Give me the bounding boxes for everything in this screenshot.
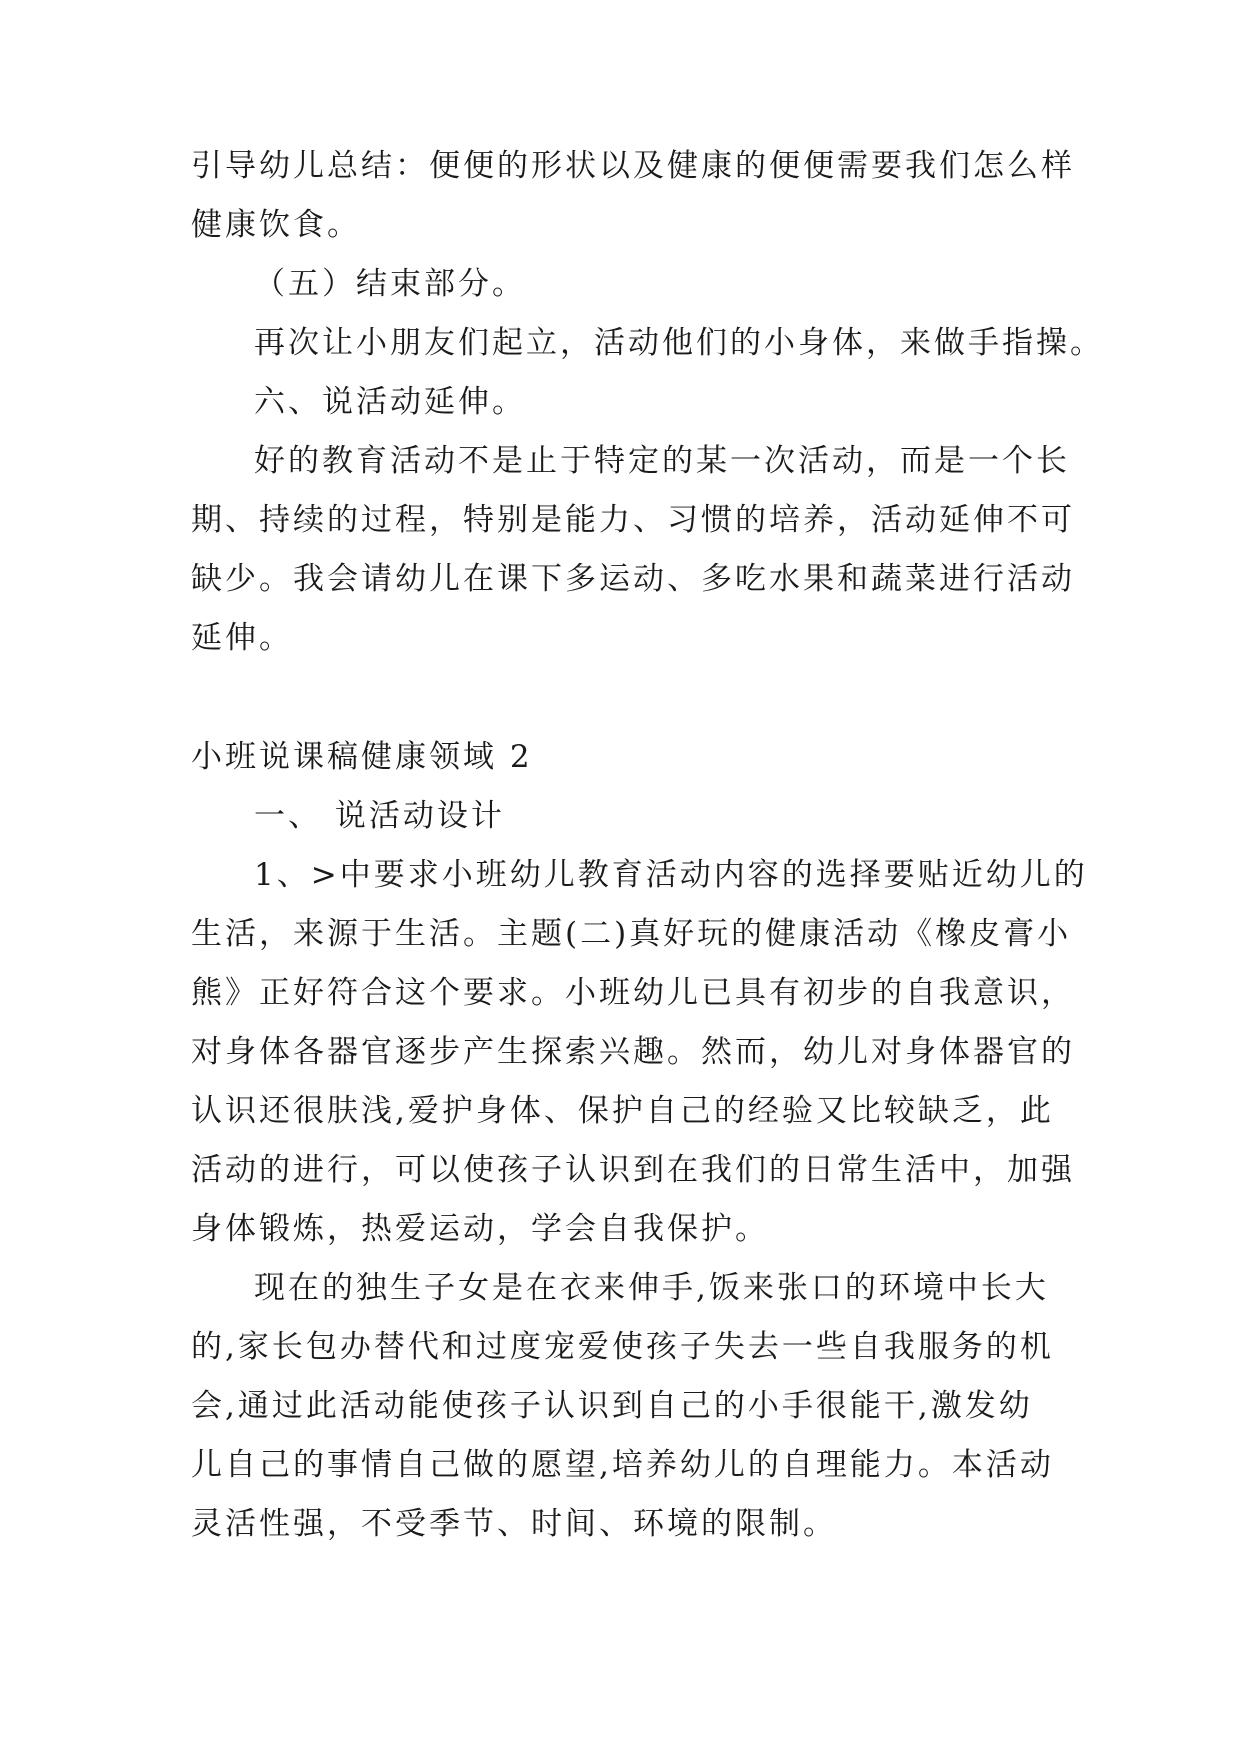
subsection-heading: 六、说活动延伸。 bbox=[254, 384, 526, 420]
paragraph-line: 对身体各器官逐步产生探索兴趣。然而，幼儿对身体器官的 bbox=[191, 1034, 1075, 1070]
paragraph-line: 的,家长包办替代和过度宠爱使孩子失去一些自我服务的机 bbox=[191, 1329, 1054, 1365]
paragraph-line: 灵活性强，不受季节、时间、环境的限制。 bbox=[191, 1506, 837, 1542]
subsection-heading: 一、 说活动设计 bbox=[254, 798, 505, 834]
paragraph-line: 认识还很肤浅,爱护身体、保护自己的经验又比较缺乏，此 bbox=[191, 1093, 1054, 1129]
paragraph-line: 生活，来源于生活。主题(二)真好玩的健康活动《橡皮膏小 bbox=[191, 916, 1072, 952]
paragraph-line: 好的教育活动不是止于特定的某一次活动，而是一个长 bbox=[254, 443, 1070, 479]
paragraph-line: 现在的独生子女是在衣来伸手,饭来张口的环境中长大 bbox=[254, 1270, 1049, 1306]
paragraph-line: 活动的进行，可以使孩子认识到在我们的日常生活中，加强 bbox=[191, 1152, 1075, 1188]
paragraph-line: 熊》正好符合这个要求。小班幼儿已具有初步的自我意识， bbox=[191, 975, 1075, 1011]
paragraph-line: 1、>中要求小班幼儿教育活动内容的选择要贴近幼儿的 bbox=[254, 857, 1088, 893]
paragraph-line: 缺少。我会请幼儿在课下多运动、多吃水果和蔬菜进行活动 bbox=[191, 561, 1075, 597]
subsection-heading: （五）结束部分。 bbox=[254, 266, 526, 302]
paragraph-line: 健康饮食。 bbox=[191, 207, 361, 243]
paragraph-line: 期、持续的过程，特别是能力、习惯的培养，活动延伸不可 bbox=[191, 502, 1075, 538]
section-title: 小班说课稿健康领域 2 bbox=[191, 739, 533, 775]
paragraph-line: 会,通过此活动能使孩子认识到自己的小手很能干,激发幼 bbox=[191, 1388, 1033, 1424]
paragraph-line: 身体锻炼，热爱运动，学会自我保护。 bbox=[191, 1211, 769, 1247]
paragraph-line: 儿自己的事情自己做的愿望,培养幼儿的自理能力。本活动 bbox=[191, 1447, 1054, 1483]
paragraph-line: 延伸。 bbox=[191, 620, 293, 656]
paragraph-line: 引导幼儿总结：便便的形状以及健康的便便需要我们怎么样 bbox=[191, 148, 1075, 184]
paragraph-line: 再次让小朋友们起立，活动他们的小身体，来做手指操。 bbox=[254, 325, 1104, 361]
